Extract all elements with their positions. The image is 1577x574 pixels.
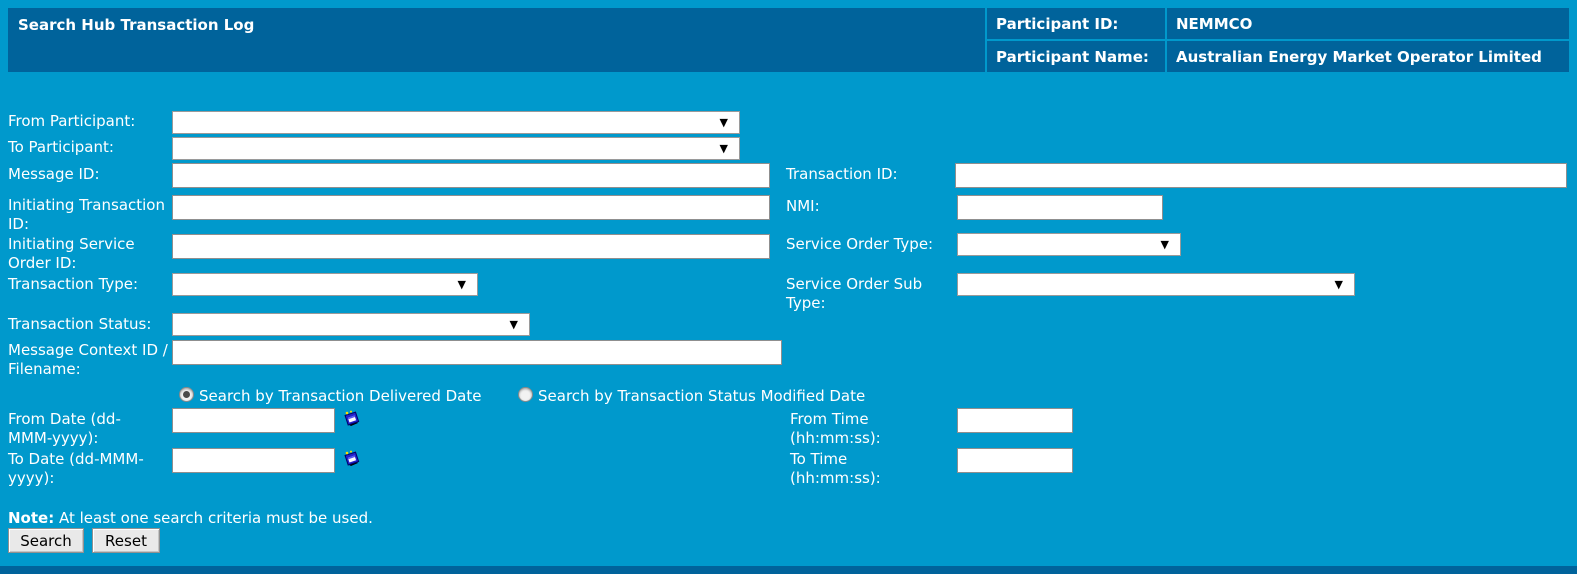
search-button[interactable]: Search: [8, 528, 84, 553]
to-date-label: To Date (dd-MMM-yyyy):: [8, 450, 144, 487]
to-time-input[interactable]: [957, 448, 1073, 473]
dropdown-arrow-icon: ▼: [719, 142, 728, 155]
from-date-input[interactable]: [172, 408, 335, 433]
dropdown-arrow-icon: ▼: [1160, 238, 1169, 251]
status-modified-date-radio[interactable]: [518, 387, 533, 402]
message-context-id-label: Message Context ID / Filename:: [8, 341, 168, 378]
nmi-input[interactable]: [957, 195, 1163, 220]
from-time-input[interactable]: [957, 408, 1073, 433]
transaction-id-label: Transaction ID:: [786, 165, 898, 183]
note-prefix: Note:: [8, 509, 55, 527]
page-title: Search Hub Transaction Log: [8, 8, 985, 72]
participant-name-value: Australian Energy Market Operator Limited: [1167, 41, 1569, 72]
initiating-service-order-id-label: Initiating Service Order ID:: [8, 235, 135, 272]
message-id-input[interactable]: [172, 163, 770, 188]
to-time-label: To Time (hh:mm:ss):: [790, 450, 881, 487]
calendar-icon[interactable]: [342, 409, 362, 429]
dropdown-arrow-icon: ▼: [509, 318, 518, 331]
message-id-label: Message ID:: [8, 165, 100, 183]
dropdown-arrow-icon: ▼: [719, 116, 728, 129]
message-context-id-input[interactable]: [172, 340, 782, 365]
from-time-label: From Time (hh:mm:ss):: [790, 410, 881, 447]
initiating-transaction-id-label: Initiating Transaction ID:: [8, 196, 165, 233]
page-header: [8, 8, 1569, 72]
dropdown-arrow-icon: ▼: [457, 278, 466, 291]
transaction-type-select[interactable]: [172, 273, 478, 296]
note-body: At least one search criteria must be used.: [58, 509, 373, 527]
participant-id-label: Participant ID:: [987, 8, 1165, 39]
from-participant-select[interactable]: [172, 111, 740, 134]
initiating-service-order-id-input[interactable]: [172, 234, 770, 259]
reset-button[interactable]: Reset: [92, 528, 160, 553]
dropdown-arrow-icon: ▼: [1334, 278, 1343, 291]
participant-info-table: [987, 8, 1569, 72]
service-order-type-select[interactable]: [957, 233, 1181, 256]
to-participant-select[interactable]: [172, 137, 740, 160]
delivered-date-radio-label: Search by Transaction Delivered Date: [199, 387, 482, 405]
status-modified-date-radio-label: Search by Transaction Status Modified Date: [538, 387, 866, 405]
from-participant-label: From Participant:: [8, 112, 136, 130]
transaction-status-select[interactable]: [172, 313, 530, 336]
service-order-sub-type-select[interactable]: [957, 273, 1355, 296]
transaction-type-label: Transaction Type:: [8, 275, 139, 293]
participant-name-label: Participant Name:: [987, 41, 1165, 72]
service-order-sub-type-label: Service Order Sub Type:: [786, 275, 923, 312]
note-text: [8, 509, 373, 527]
transaction-status-label: Transaction Status:: [8, 315, 152, 333]
from-date-label: From Date (dd-MMM-yyyy):: [8, 410, 121, 447]
initiating-transaction-id-input[interactable]: [172, 195, 770, 220]
to-date-input[interactable]: [172, 448, 335, 473]
calendar-icon[interactable]: [342, 449, 362, 469]
service-order-type-label: Service Order Type:: [786, 235, 934, 253]
nmi-label: NMI:: [786, 197, 820, 215]
participant-id-value: NEMMCO: [1167, 8, 1569, 39]
footer-bar: [0, 566, 1577, 574]
delivered-date-radio[interactable]: [179, 387, 194, 402]
transaction-id-input[interactable]: [955, 163, 1567, 188]
to-participant-label: To Participant:: [8, 138, 114, 156]
